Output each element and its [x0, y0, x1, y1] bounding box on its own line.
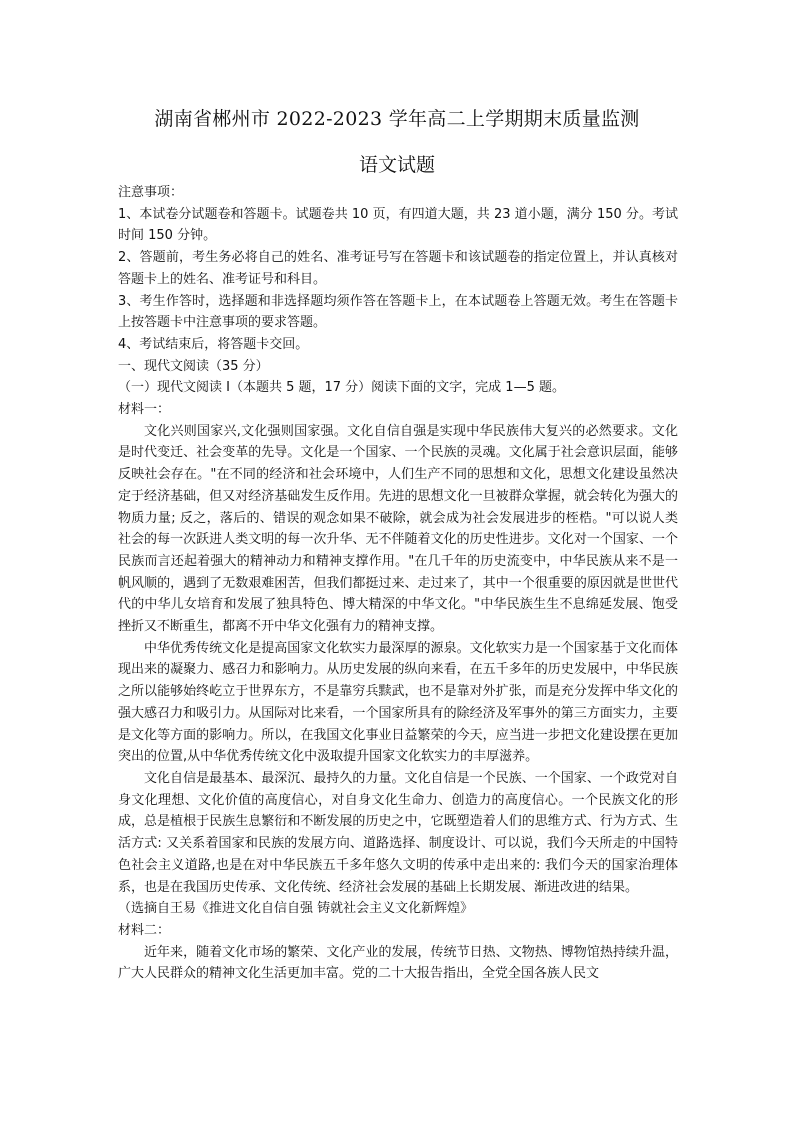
notice-item-4: 4、考试结束后，将答题卡交回。 [118, 336, 309, 352]
material-2-label: 材料二： [118, 922, 171, 938]
section-heading: 一、现代文阅读（35 分） [118, 358, 269, 374]
material-1-source: （选摘自王易《推进文化自信自强 铸就社会主义文化新辉煌》 [118, 901, 474, 917]
material-1-paragraph-2: 中华优秀传统文化是提高国家文化软实力最深厚的源泉。文化软实力是一个国家基于文化而体现出来的凝聚力、感召力和影响力。从历史发展的纵向来看，在五千多年的历史发展中，中华民族之所以能够始终屹立于世界东方，不是靠穷兵黩武，也不是靠对外扩张，而是充分发挥中华文化的强大感召力和吸引力。从国际对比来看，一个国家所具有的除经济及军事外的第三方面实力，主要是文化等方面的影响力。所以，在我国文化事业日益繁荣的今天，应当进一步把文化建设摆在更加突出的位置,从中华优秀传统文化中汲取提升国家文化软实力的丰厚滋养。 [118, 640, 678, 765]
exam-title: 湖南省郴州市 2022-2023 学年高二上学期期末质量监测 [154, 108, 640, 130]
notice-item-1: 1、本试卷分试题卷和答题卡。试题卷共 10 页，有四道大题，共 23 道小题，满分 150 分。考试时间 150 分钟。 [118, 206, 678, 244]
subsection-heading: （一）现代文阅读 I（本题共 5 题，17 分）阅读下面的文字，完成 1—5 题。 [118, 380, 565, 396]
material-1-paragraph-1: 文化兴则国家兴,文化强则国家强。文化自信自强是实现中华民族伟大复兴的必然要求。文化是时代变迁、社会变革的先导。文化是一个国家、一个民族的灵魂。文化属于社会意识层面，能够反映社会存在。"在不同的经济和社会环境中，人们生产不同的思想和文化，思想文化建设虽然决定于经济基础，但又对经济基础发生反作用。先进的思想文化一旦被群众掌握，就会转化为强大的物质力量; 反之，落后的、错误的观念如果不破除，就会成为社会发展进步的桎梏。"可以说人类社会的每一次跃进人类文明的每一次升华、无不伴随着文化的历史性进步。文化对一个国家、一个民族而言还起着强大的精神动力和精神支撑作用。"在几千年的历史流变中，中华民族从来不是一帆风顺的，遇到了无数艰难困苦，但我们都挺过来、走过来了，其中一个很重要的原因就是世世代代的中华儿女培育和发展了独具特色、博大精深的中华文化。"中华民族生生不息绵延发展、饱受挫折又不断重生，都离不开中华文化强有力的精神支撑。 [118, 423, 678, 635]
notice-heading: 注意事项： [118, 185, 184, 200]
material-1-label: 材料一： [118, 402, 171, 418]
notice-item-3: 3、考生作答时，选择题和非选择题均须作答在答题卡上，在本试题卷上答题无效。考生在答题卡上按答题卡中注意事项的要求答题。 [118, 293, 678, 331]
material-2-paragraph-1: 近年来，随着文化市场的繁荣、文化产业的发展，传统节日热、文物热、博物馆热持续升温，广大人民群众的精神文化生活更加丰富。党的二十大报告指出，全党全国各族人民文 [118, 944, 678, 982]
exam-subject: 语文试题 [358, 154, 435, 176]
material-1-paragraph-3: 文化自信是最基本、最深沉、最持久的力量。文化自信是一个民族、一个国家、一个政党对自身文化理想、文化价值的高度信心，对自身文化生命力、创造力的高度信心。一个民族文化的形成，总是植根于民族生息繁衍和不断发展的历史之中，它既塑造着人们的思维方式、行为方式、生活方式: 又关系着国家和民族的发展方向、道路选择、制度设计、可以说，我们今天所走的中国特色社会主义道路,也是在对中华民族五千多年悠久文明的传承中走出来的: 我们今天的国家治理体系，也是在我国历史传承、文化传统、经济社会发展的基础上长期发展、渐进改进的结果。 [118, 770, 678, 895]
exam-body [118, 182, 678, 985]
notice-item-2: 2、答题前，考生务必将自己的姓名、准考证号写在答题卡和该试题卷的指定位置上，并认真核对答题卡上的姓名、准考证号和科目。 [118, 250, 678, 287]
